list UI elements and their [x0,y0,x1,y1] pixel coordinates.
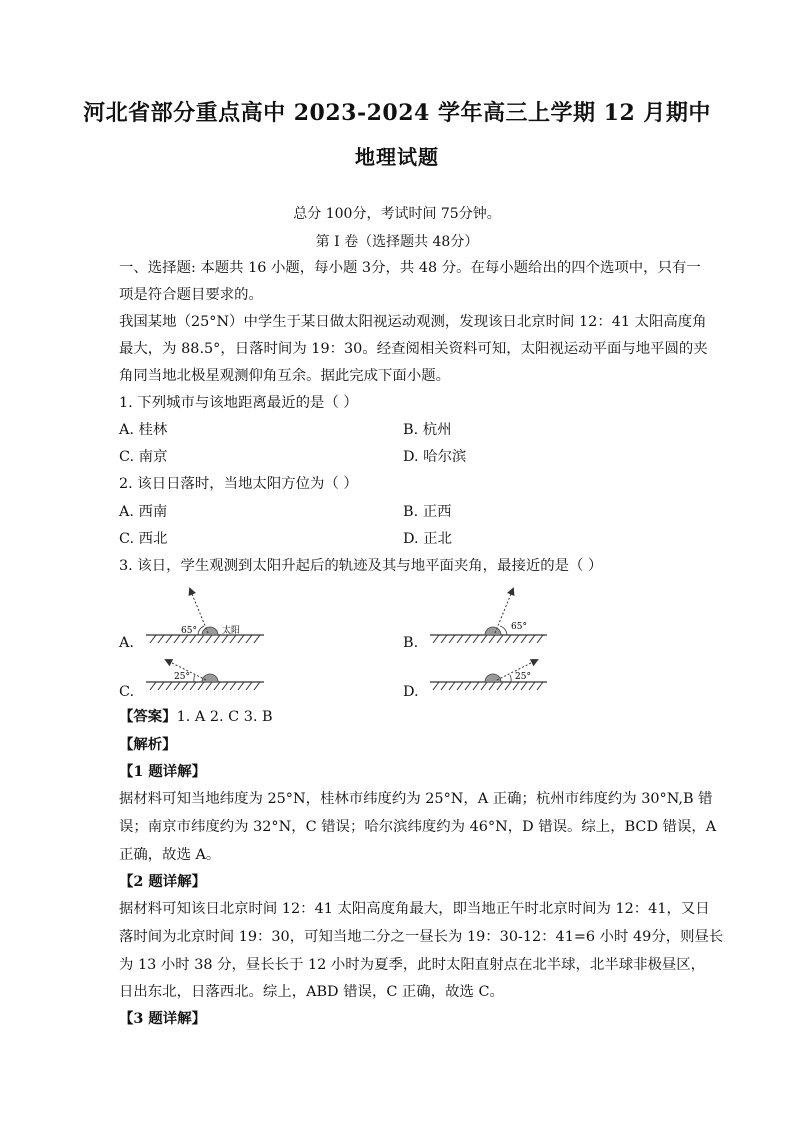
analysis-heading: 【解析】 [119,736,177,753]
diagram-a-sun-label: 太阳 [222,626,241,636]
sun-path-diagram-b [425,583,550,649]
material-line1: 我国某地（25°N）中学生于某日做太阳视运动观测，发现该日北京时间 12：41 太阳高度角 [119,314,707,330]
section-instruction-line1: 一、选择题: 本题共 16 小题，每小题 3分，共 48 分。在每小题给出的四个选项中，只有一 [119,260,701,276]
diagram-c-angle-label: 25° [174,672,190,682]
question-3-option-b: B. [403,635,419,651]
question-1-option-a: A. 桂林 [119,422,168,438]
q2-analysis-line3: 为 13 小时 38 分，昼长长于 12 小时为夏季，此时太阳直射点在北半球，北半球非极昼区， [119,957,706,973]
q1-analysis-heading: 【1 题详解】 [119,763,206,780]
material-line3: 角同当地北极星观测仰角互余。据此完成下面小题。 [119,368,450,384]
answer-line [119,707,679,727]
q2-analysis-line4: 日出东北，日落西北。综上，ABD 错误，C 正确，故选 C。 [119,984,504,1000]
q1-analysis-line3: 正确，故选 A。 [119,847,221,863]
answer-text: 1. A 2. C 3. B [176,709,273,725]
answer-label: 【答案】 [119,708,177,725]
q1-analysis-line1: 据材料可知当地纬度为 25°N，桂林市纬度约为 25°N，A 正确；杭州市纬度约为 30°N,B 错 [119,791,713,807]
q3-analysis-heading: 【3 题详解】 [119,1010,206,1027]
question-1-option-c: C. 南京 [119,449,168,465]
question-1-option-b: B. 杭州 [403,422,452,438]
volume-heading: 第 I 卷（选择题共 48分） [315,234,479,250]
question-2-stem: 2. 该日日落时，当地太阳方位为（ ） [119,476,358,492]
exam-title: 河北省部分重点高中 2023-2024 学年高三上学期 12 月期中 [83,100,711,126]
sun-path-diagram-c [146,652,266,698]
question-3-option-c: C. [119,684,135,700]
score-time-info: 总分 100分，考试时间 75分钟。 [293,206,501,222]
question-1-option-d: D. 哈尔滨 [403,449,467,465]
exam-subject-title: 地理试题 [355,145,439,169]
material-line2: 最大，为 88.5°，日落时间为 19：30。经查阅相关资料可知，太阳视运动平面与地平圆的夹 [119,341,708,357]
question-2-option-c: C. 西北 [119,531,168,547]
question-2-option-b: B. 正西 [403,504,452,520]
q2-analysis-line1: 据材料可知该日北京时间 12：41 太阳高度角最大，即当地正午时北京时间为 12：41，又日 [119,901,710,917]
q2-analysis-line2: 落时间为北京时间 19：30，可知当地二分之一昼长为 19：30-12：41=6 小时 49分，则昼长 [119,929,724,945]
q1-analysis-line2: 误；南京市纬度约为 32°N，C 错误；哈尔滨纬度约为 46°N，D 错误。综上，BCD 错误，A [119,819,717,835]
question-3-option-a: A. [119,635,134,651]
question-3-stem: 3. 该日，学生观测到太阳升起后的轨迹及其与地平面夹角，最接近的是（ ） [119,558,603,574]
diagram-a-angle-label: 65° [181,626,197,636]
sun-path-diagram-d [425,652,550,698]
question-1-stem: 1. 下列城市与该地距离最近的是（ ） [119,395,358,411]
question-2-option-d: D. 正北 [403,531,452,547]
q2-analysis-heading: 【2 题详解】 [119,873,206,890]
question-2-option-a: A. 西南 [119,504,168,520]
sun-path-diagram-a [146,583,266,649]
section-instruction-line2: 项是符合题目要求的。 [119,287,263,303]
diagram-b-angle-label: 65° [511,622,527,632]
question-3-option-d: D. [403,684,419,700]
diagram-d-angle-label: 25° [515,672,531,682]
